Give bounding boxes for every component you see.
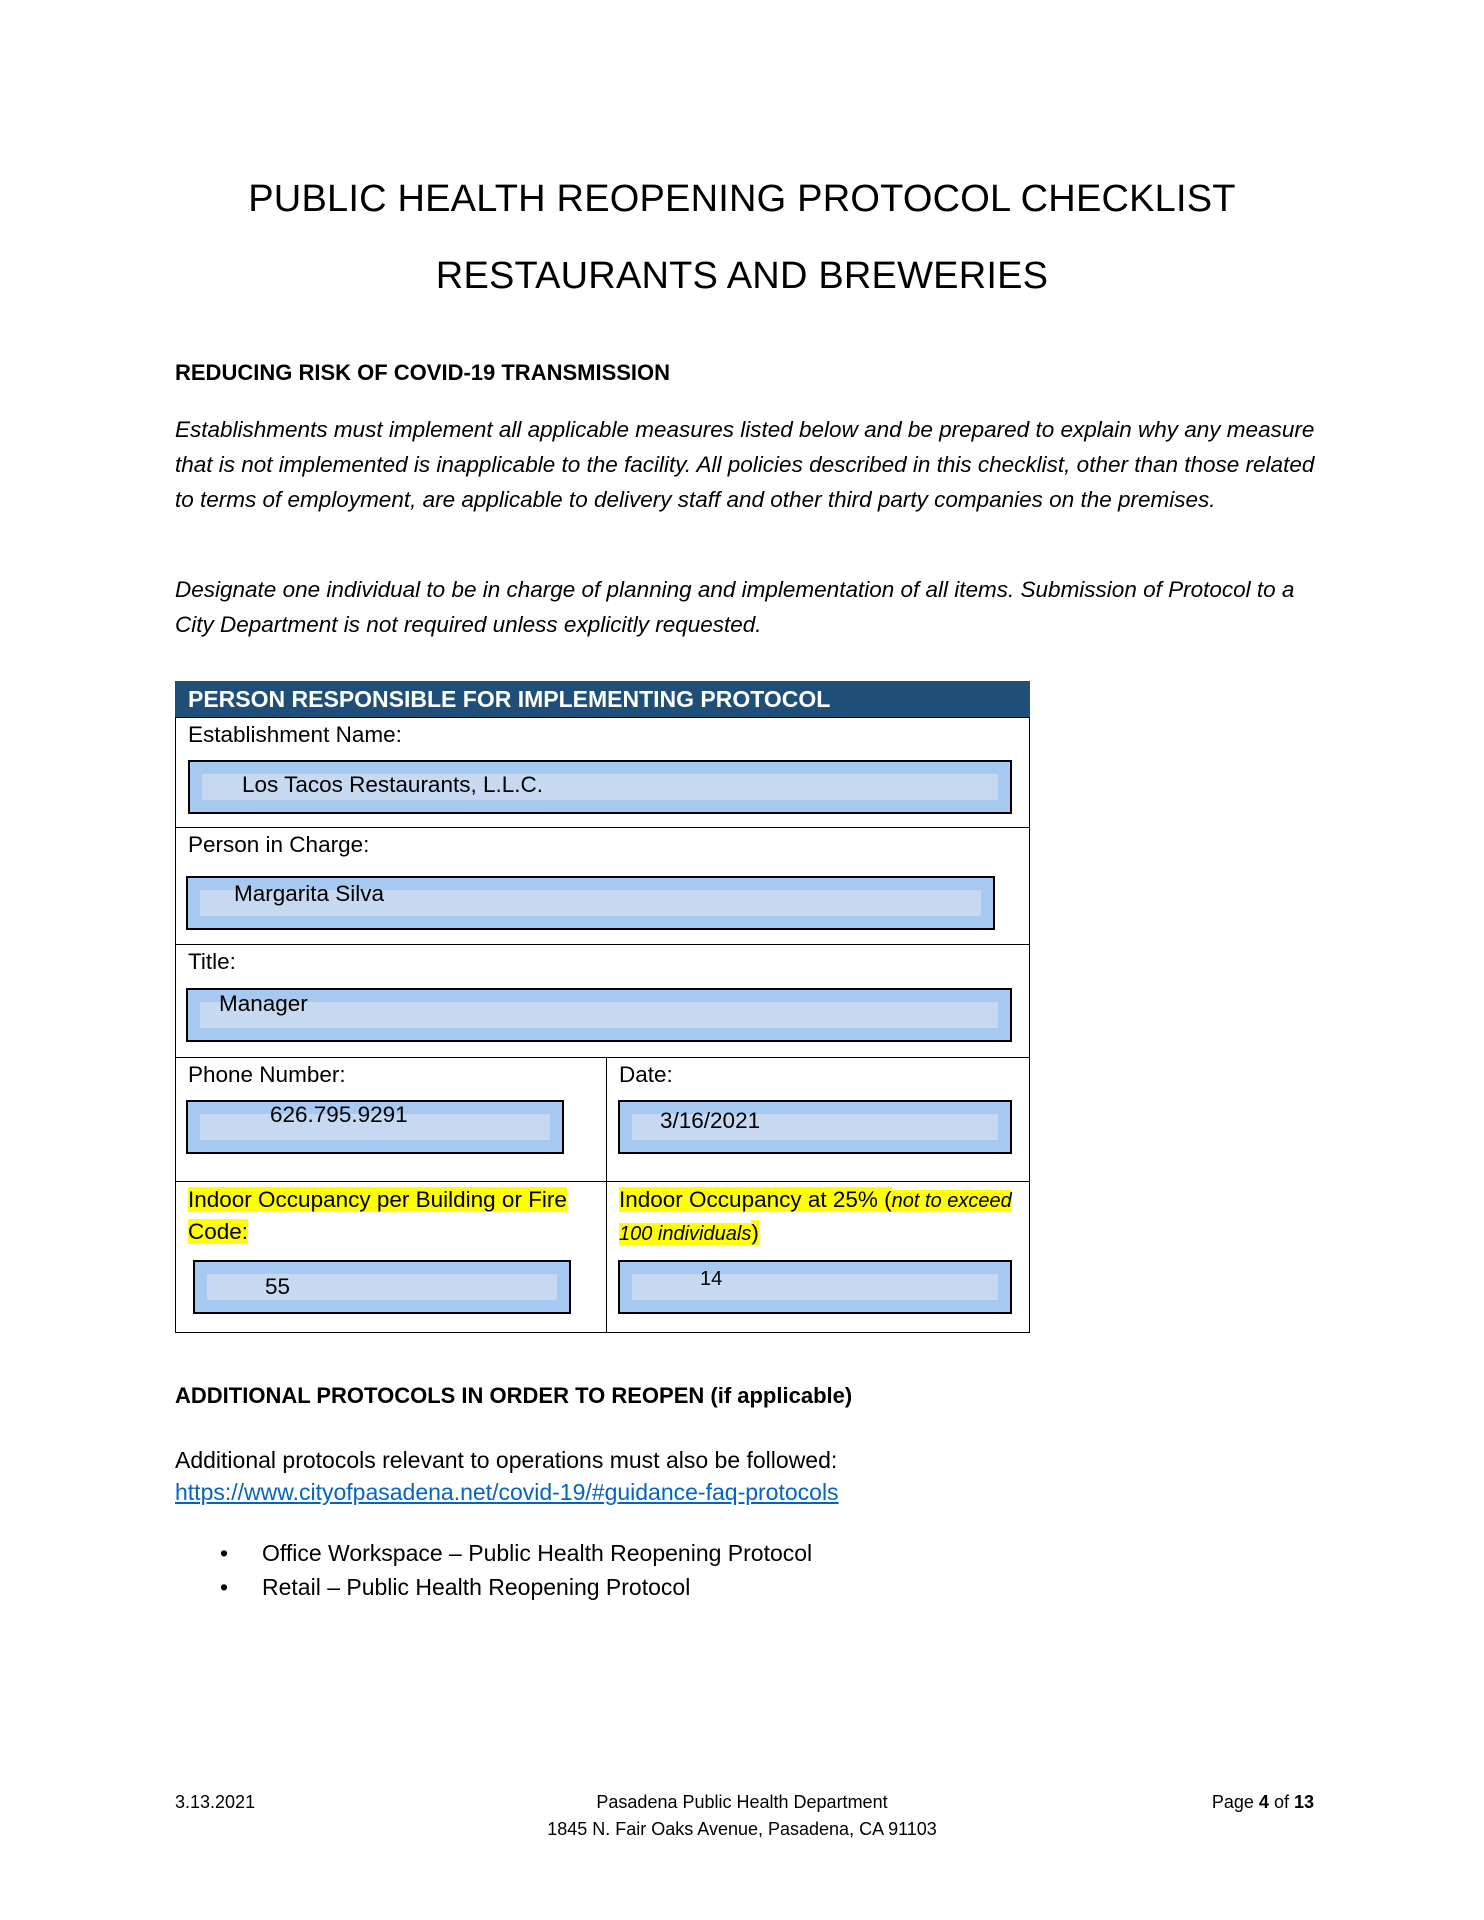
establishment-label: Establishment Name: [188,722,402,747]
occupancy25-value: 14 [700,1268,723,1290]
phone-number-field[interactable] [186,1100,564,1154]
page-prefix: Page [1211,1792,1254,1812]
section-heading-reducing-risk: REDUCING RISK OF COVID-19 TRANSMISSION [175,360,671,385]
bullet-icon: • [220,1540,229,1566]
footer-address: 1845 N. Fair Oaks Avenue, Pasadena, CA 91103 [547,1819,937,1839]
establishment-name-value: Los Tacos Restaurants, L.L.C. [242,772,543,797]
footer-page-number [1212,1789,1314,1816]
person-label: Person in Charge: [188,832,370,857]
date-cell [606,1057,1030,1182]
phone-number-value: 626.795.9291 [270,1102,408,1127]
occupancy-value: 55 [265,1274,291,1299]
bullet-icon: • [220,1574,229,1600]
bullet-text: Retail – Public Health Reopening Protocol [262,1574,691,1600]
document-title: PUBLIC HEALTH REOPENING PROTOCOL CHECKLIST [248,178,1236,220]
protocol-form-table [175,681,1030,1333]
occupancy25-cell [606,1181,1030,1333]
phone-label: Phone Number: [188,1062,346,1087]
additional-protocols-intro: Additional protocols relevant to operations must also be followed: [175,1447,838,1473]
establishment-name-field[interactable] [188,760,1012,814]
person-cell [175,827,1030,945]
date-value: 3/16/2021 [660,1108,761,1133]
occupancy25-label [619,1184,1019,1250]
section-heading-additional-protocols: ADDITIONAL PROTOCOLS IN ORDER TO REOPEN (if applicable) [175,1383,853,1408]
occupancy25-label-text: Indoor Occupancy at 25% ( [619,1187,892,1212]
title-value: Manager [219,991,308,1016]
date-label: Date: [619,1062,673,1087]
guidance-link[interactable]: https://www.cityofpasadena.net/covid-19/#guidance-faq-protocols [175,1479,839,1505]
phone-cell [175,1057,607,1182]
document-subtitle: RESTAURANTS AND BREWERIES [435,255,1049,297]
establishment-cell [175,717,1030,828]
person-in-charge-field[interactable] [186,876,995,930]
paragraph-establishments: Establishments must implement all applicable measures listed below and be prepared to explain why any measure that is not implemented is inapplicable to the facility. All policies described in this checklist, other than those related to terms of employment, are applicable to delivery staff and other third party companies on the premises. [175,417,1315,512]
page-current: 4 [1258,1792,1269,1812]
occupancy25-close: ) [751,1220,759,1245]
form-header: PERSON RESPONSIBLE FOR IMPLEMENTING PROTOCOL [175,681,1030,718]
footer-date: 3.13.2021 [175,1792,256,1812]
occupancy-label [188,1184,568,1248]
footer-org-name: Pasadena Public Health Department [596,1792,888,1812]
occupancy25-note: not to exceed 100 individuals [619,1190,1012,1245]
paragraph-designate: Designate one individual to be in charge of planning and implementation of all items. Submission of Protocol to a City Department is not required unless explicitly requested. [175,577,1295,637]
bullet-text: Office Workspace – Public Health Reopening Protocol [262,1540,813,1566]
title-label: Title: [188,949,236,974]
title-field[interactable] [186,988,1012,1042]
occupancy25-field[interactable] [618,1260,1012,1314]
date-field[interactable] [618,1100,1012,1154]
title-cell [175,944,1030,1058]
page-total: 13 [1293,1792,1314,1812]
occupancy-cell [175,1181,607,1333]
page-of: of [1273,1792,1289,1812]
occupancy-label-text: Indoor Occupancy per Building or Fire Code: [188,1187,567,1244]
occupancy-field[interactable] [193,1260,571,1314]
person-in-charge-value: Margarita Silva [234,881,385,906]
